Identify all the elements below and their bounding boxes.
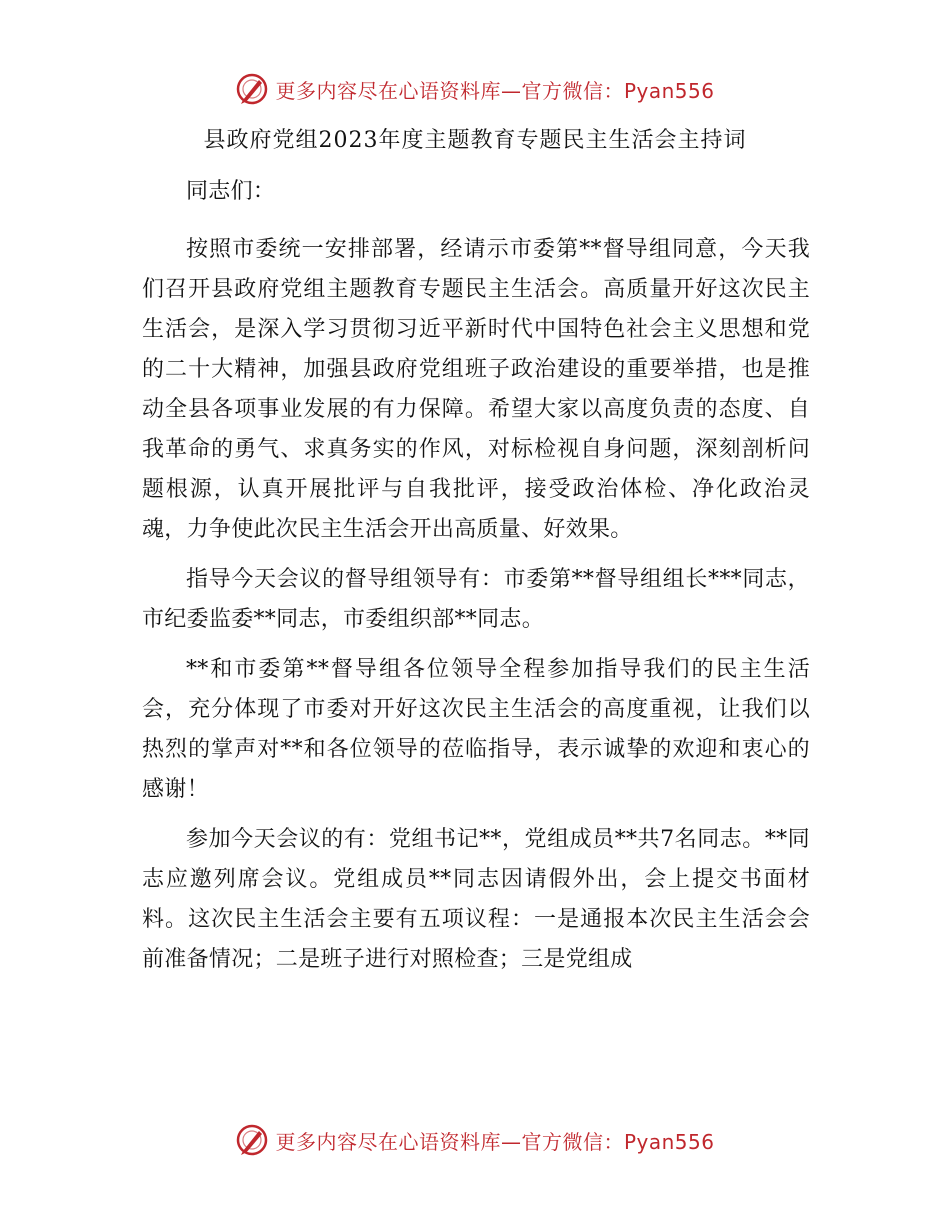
- watermark-banner-top: [0, 72, 950, 106]
- paragraph: 按照市委统一安排部署，经请示市委第**督导组同意，今天我们召开县政府党组主题教育专题民主生活会。高质量开好这次民主生活会，是深入学习贯彻习近平新时代中国特色社会主义思想和党的二十大精神，加强县政府党组班子政治建设的重要举措，也是推动全县各项事业发展的有力保障。希望大家以高度负责的态度、自我革命的勇气、求真务实的作风，对标检视自身问题，深刻剖析问题根源，认真开展批评与自我批评，接受政治体检、净化政治灵魂，力争使此次民主生活会开出高质量、好效果。: [142, 237, 810, 542]
- paragraph: 指导今天会议的督导组领导有：市委第**督导组组长***同志，市纪委监委**同志，市委组织部**同志。: [142, 567, 810, 632]
- document-title: 县政府党组2023年度主题教育专题民主生活会主持词: [203, 128, 747, 153]
- watermark-text: 更多内容尽在心语资料库—官方微信：Pyan556: [275, 1129, 715, 1154]
- pen-logo-icon: [235, 1123, 269, 1157]
- greeting: 同志们：: [186, 179, 276, 204]
- watermark-text: 更多内容尽在心语资料库—官方微信：Pyan556: [275, 78, 715, 103]
- pen-logo-icon: [235, 72, 269, 106]
- paragraph: 参加今天会议的有：党组书记**，党组成员**共7名同志。**同志应邀列席会议。党组成员**同志因请假外出，会上提交书面材料。这次民主生活会主要有五项议程：一是通报本次民主生活会会前准备情况；二是班子进行对照检查；三是党组成: [142, 827, 810, 972]
- watermark-banner-bottom: [0, 1123, 950, 1157]
- paragraph: **和市委第**督导组各位领导全程参加指导我们的民主生活会，充分体现了市委对开好这次民主生活会的高度重视，让我们以热烈的掌声对**和各位领导的莅临指导，表示诚挚的欢迎和衷心的感谢！: [142, 657, 810, 802]
- document-body: [142, 172, 810, 990]
